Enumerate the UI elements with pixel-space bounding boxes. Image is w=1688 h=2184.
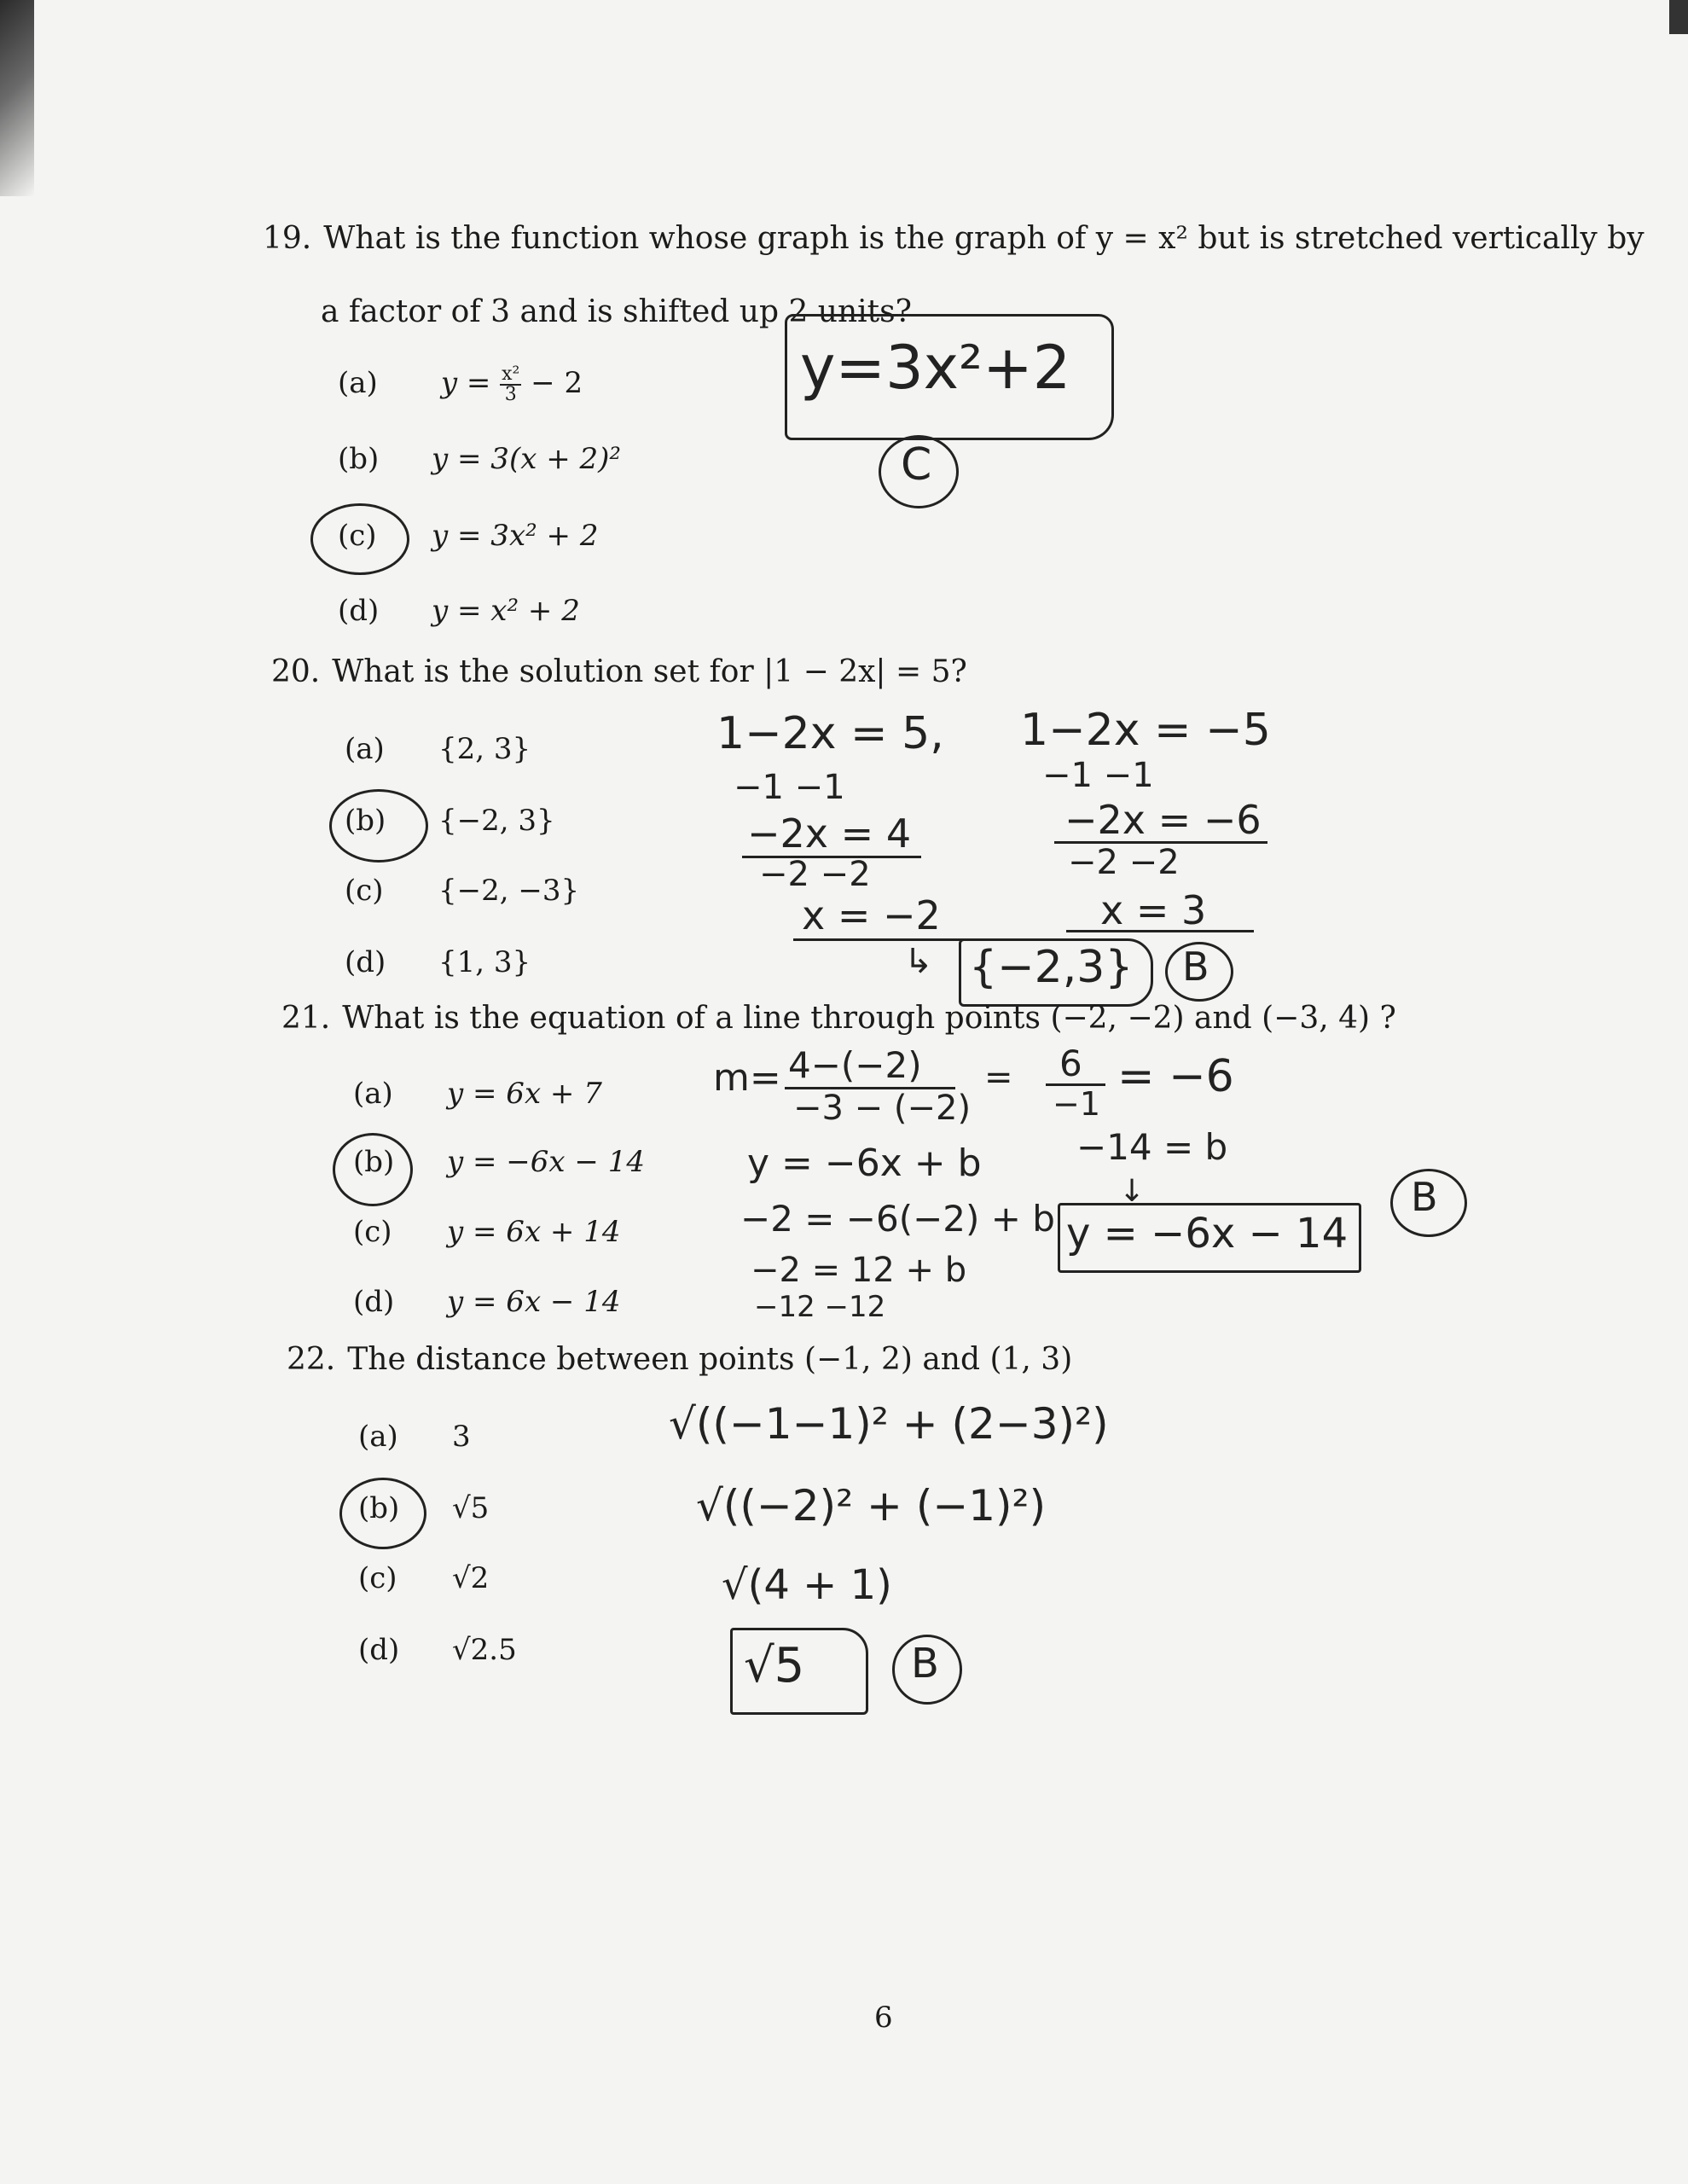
slope-frac-num: 6 (1059, 1043, 1082, 1084)
work-20-right-1: 1−2x = −5 (1020, 705, 1271, 756)
option-20b: (b) {−2, 3} (345, 804, 555, 838)
handwritten-letter-21: B (1411, 1174, 1438, 1220)
handwritten-answer-20: {−2,3} (969, 942, 1134, 993)
down-arrow-icon: ↓ (1119, 1174, 1146, 1209)
option-22b: (b) √5 (358, 1491, 490, 1525)
work-20-left-4: −2 −2 (759, 855, 871, 894)
work-22-l3: √(4 + 1) (722, 1561, 892, 1609)
work-20-right-3: −2x = −6 (1064, 797, 1262, 843)
option-21d: (d) y = 6x − 14 (353, 1285, 621, 1319)
question-19 (263, 220, 1644, 257)
question-19-continuation: a factor of 3 and is shifted up 2 units? (321, 294, 912, 329)
work-21-l4: −12 −12 (754, 1290, 886, 1324)
scan-edge-shadow (0, 0, 34, 196)
option-19b: (b) y = 3(x + 2)² (338, 442, 622, 476)
page-number: 6 (874, 2001, 893, 2035)
work-20-right-2: −1 −1 (1042, 756, 1154, 795)
work-20-left-1: 1−2x = 5, (716, 708, 944, 759)
handwritten-letter-22: B (911, 1640, 939, 1687)
work-21-l3: −2 = 12 + b (751, 1251, 967, 1290)
handwritten-letter-20: B (1182, 944, 1209, 990)
option-22a: (a) 3 (358, 1420, 471, 1454)
b-value: −14 = b (1076, 1126, 1228, 1168)
question-number: 19. (263, 221, 312, 256)
slope-numerator: 4−(−2) (788, 1044, 922, 1086)
handwritten-answer-19: y=3x²+2 (800, 333, 1071, 403)
slope-frac-den: −1 (1053, 1085, 1101, 1123)
work-20-left-5: x = −2 (802, 892, 941, 938)
option-22d: (d) √2.5 (358, 1633, 517, 1667)
option-22c: (c) √2 (358, 1561, 490, 1595)
answer-circle-22b (339, 1478, 426, 1549)
option-21b: (b) y = −6x − 14 (353, 1145, 645, 1179)
answer-circle-19c (310, 503, 409, 575)
slope-result: = −6 (1117, 1051, 1234, 1102)
answer-circle-21b (333, 1133, 413, 1206)
underline (793, 938, 964, 941)
option-19d: (d) y = x² + 2 (338, 594, 580, 628)
option-19c: (c) y = 3x² + 2 (338, 519, 599, 553)
option-19a: (a) y = $\frac{\text{x²}}{3}$ − 2 (338, 363, 583, 405)
equals: = (984, 1058, 1013, 1097)
answer-circle-20b (329, 789, 428, 863)
handwritten-letter-19: C (901, 439, 932, 491)
work-22-l2: √((−2)² + (−1)²) (696, 1481, 1047, 1531)
option-20c: (c) {−2, −3} (345, 874, 580, 908)
underline (1066, 930, 1254, 932)
question-text: What is the function whose graph is the graph of y = x² but is stretched vertically by (323, 221, 1644, 256)
work-20-left-3: −2x = 4 (747, 810, 912, 857)
work-21-l2: −2 = −6(−2) + b (740, 1198, 1055, 1240)
scan-edge-corner (1669, 0, 1688, 34)
option-21a: (a) y = 6x + 7 (353, 1077, 602, 1111)
work-21-l1: y = −6x + b (747, 1141, 982, 1185)
handwritten-answer-22: √5 (744, 1638, 805, 1693)
work-20-left-2: −1 −1 (734, 768, 845, 807)
work-20-right-5: x = 3 (1100, 887, 1207, 933)
work-20-right-4: −2 −2 (1068, 843, 1180, 882)
question-21: 21. What is the equation of a line through points (−2, −2) and (−3, 4) ? (281, 1001, 1396, 1036)
option-21c: (c) y = 6x + 14 (353, 1215, 621, 1249)
option-20a: (a) {2, 3} (345, 732, 531, 766)
slope-denominator: −3 − (−2) (793, 1089, 972, 1128)
arrow-icon: ↳ (904, 942, 933, 981)
question-20: 20. What is the solution set for |1 − 2x| = 5? (271, 654, 967, 689)
option-20d: (d) {1, 3} (345, 945, 531, 979)
handwritten-answer-21: y = −6x − 14 (1066, 1210, 1349, 1258)
slope-m: m= (713, 1056, 781, 1100)
work-22-l1: √((−1−1)² + (2−3)²) (669, 1399, 1109, 1449)
question-22: 22. The distance between points (−1, 2) and (1, 3) (287, 1342, 1073, 1377)
fraction: $\frac{\text{x²}}{3}$ (502, 363, 520, 405)
